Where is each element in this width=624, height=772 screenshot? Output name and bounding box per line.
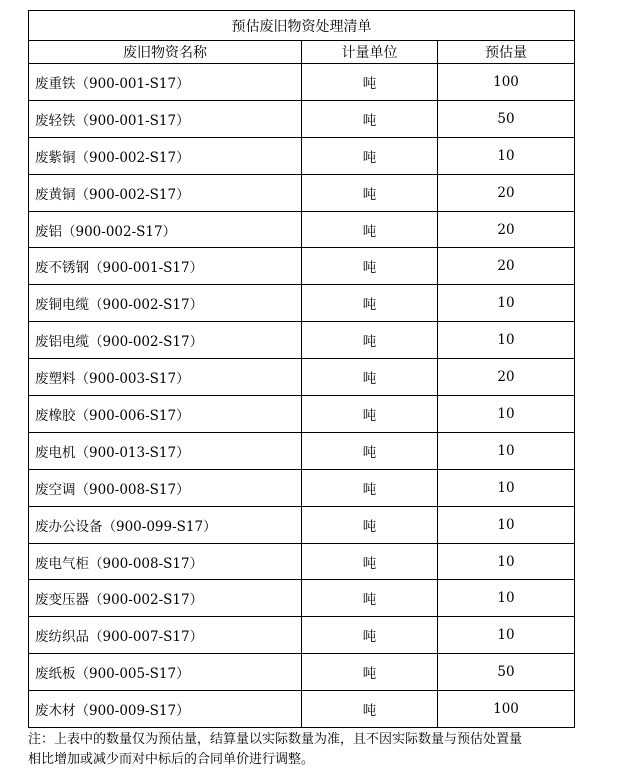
unit-cell: 吨 — [302, 469, 438, 506]
material-name-cell: 废橡胶（900-006-S17） — [29, 396, 302, 433]
material-name-cell: 废变压器（900-002-S17） — [29, 580, 302, 617]
quantity-cell: 10 — [438, 617, 575, 654]
table-row — [29, 211, 575, 248]
material-name-cell: 废铜电缆（900-002-S17） — [29, 285, 302, 322]
material-name-cell: 废纺织品（900-007-S17） — [29, 617, 302, 654]
disposal-table — [28, 10, 575, 728]
quantity-cell: 10 — [438, 469, 575, 506]
quantity-cell: 100 — [438, 64, 575, 101]
material-name-cell: 废轻铁（900-001-S17） — [29, 100, 302, 137]
material-name-cell: 废电气柜（900-008-S17） — [29, 543, 302, 580]
unit-cell: 吨 — [302, 580, 438, 617]
table-row — [29, 506, 575, 543]
material-name-cell: 废空调（900-008-S17） — [29, 469, 302, 506]
material-name-cell: 废办公设备（900-099-S17） — [29, 506, 302, 543]
table-row — [29, 691, 575, 728]
table-row — [29, 285, 575, 322]
unit-cell: 吨 — [302, 285, 438, 322]
table-row — [29, 580, 575, 617]
material-name-cell: 废紫铜（900-002-S17） — [29, 137, 302, 174]
unit-cell: 吨 — [302, 100, 438, 137]
unit-cell: 吨 — [302, 174, 438, 211]
material-name-cell: 废铝（900-002-S17） — [29, 211, 302, 248]
material-name-cell: 废铝电缆（900-002-S17） — [29, 322, 302, 359]
table-row — [29, 432, 575, 469]
quantity-cell: 10 — [438, 322, 575, 359]
quantity-cell: 10 — [438, 506, 575, 543]
table-row — [29, 64, 575, 101]
table-row — [29, 396, 575, 433]
header-qty: 预估量 — [438, 41, 575, 64]
table-row — [29, 654, 575, 691]
quantity-cell: 100 — [438, 691, 575, 728]
unit-cell: 吨 — [302, 359, 438, 396]
table-title: 预估废旧物资处理清单 — [29, 11, 575, 41]
table-body — [29, 64, 575, 728]
table-row — [29, 543, 575, 580]
unit-cell: 吨 — [302, 322, 438, 359]
unit-cell: 吨 — [302, 654, 438, 691]
material-name-cell: 废不锈钢（900-001-S17） — [29, 248, 302, 285]
quantity-cell: 10 — [438, 580, 575, 617]
material-name-cell: 废木材（900-009-S17） — [29, 691, 302, 728]
footnote-line-2: 相比增加或减少而对中标后的合同单价进行调整。 — [28, 752, 315, 767]
table-row — [29, 617, 575, 654]
quantity-cell: 50 — [438, 100, 575, 137]
quantity-cell: 10 — [438, 543, 575, 580]
title-row — [29, 11, 575, 41]
table-row — [29, 100, 575, 137]
quantity-cell: 10 — [438, 432, 575, 469]
quantity-cell: 10 — [438, 137, 575, 174]
quantity-cell: 20 — [438, 211, 575, 248]
unit-cell: 吨 — [302, 432, 438, 469]
quantity-cell: 20 — [438, 359, 575, 396]
table-row — [29, 248, 575, 285]
quantity-cell: 20 — [438, 174, 575, 211]
quantity-cell: 50 — [438, 654, 575, 691]
unit-cell: 吨 — [302, 543, 438, 580]
footnote-line-1: 注：上表中的数量仅为预估量，结算量以实际数量为准，且不因实际数量与预估处置量 — [28, 732, 523, 747]
unit-cell: 吨 — [302, 211, 438, 248]
material-name-cell: 废黄铜（900-002-S17） — [29, 174, 302, 211]
table-row — [29, 469, 575, 506]
header-row — [29, 41, 575, 64]
disposal-list-sheet — [28, 10, 574, 728]
footnote — [28, 730, 588, 770]
unit-cell: 吨 — [302, 137, 438, 174]
unit-cell: 吨 — [302, 64, 438, 101]
unit-cell: 吨 — [302, 396, 438, 433]
table-row — [29, 174, 575, 211]
unit-cell: 吨 — [302, 691, 438, 728]
quantity-cell: 10 — [438, 396, 575, 433]
header-name: 废旧物资名称 — [29, 41, 302, 64]
material-name-cell: 废电机（900-013-S17） — [29, 432, 302, 469]
unit-cell: 吨 — [302, 248, 438, 285]
header-unit: 计量单位 — [302, 41, 438, 64]
table-row — [29, 322, 575, 359]
material-name-cell: 废纸板（900-005-S17） — [29, 654, 302, 691]
unit-cell: 吨 — [302, 617, 438, 654]
quantity-cell: 20 — [438, 248, 575, 285]
table-row — [29, 359, 575, 396]
table-row — [29, 137, 575, 174]
quantity-cell: 10 — [438, 285, 575, 322]
material-name-cell: 废重铁（900-001-S17） — [29, 64, 302, 101]
unit-cell: 吨 — [302, 506, 438, 543]
material-name-cell: 废塑料（900-003-S17） — [29, 359, 302, 396]
